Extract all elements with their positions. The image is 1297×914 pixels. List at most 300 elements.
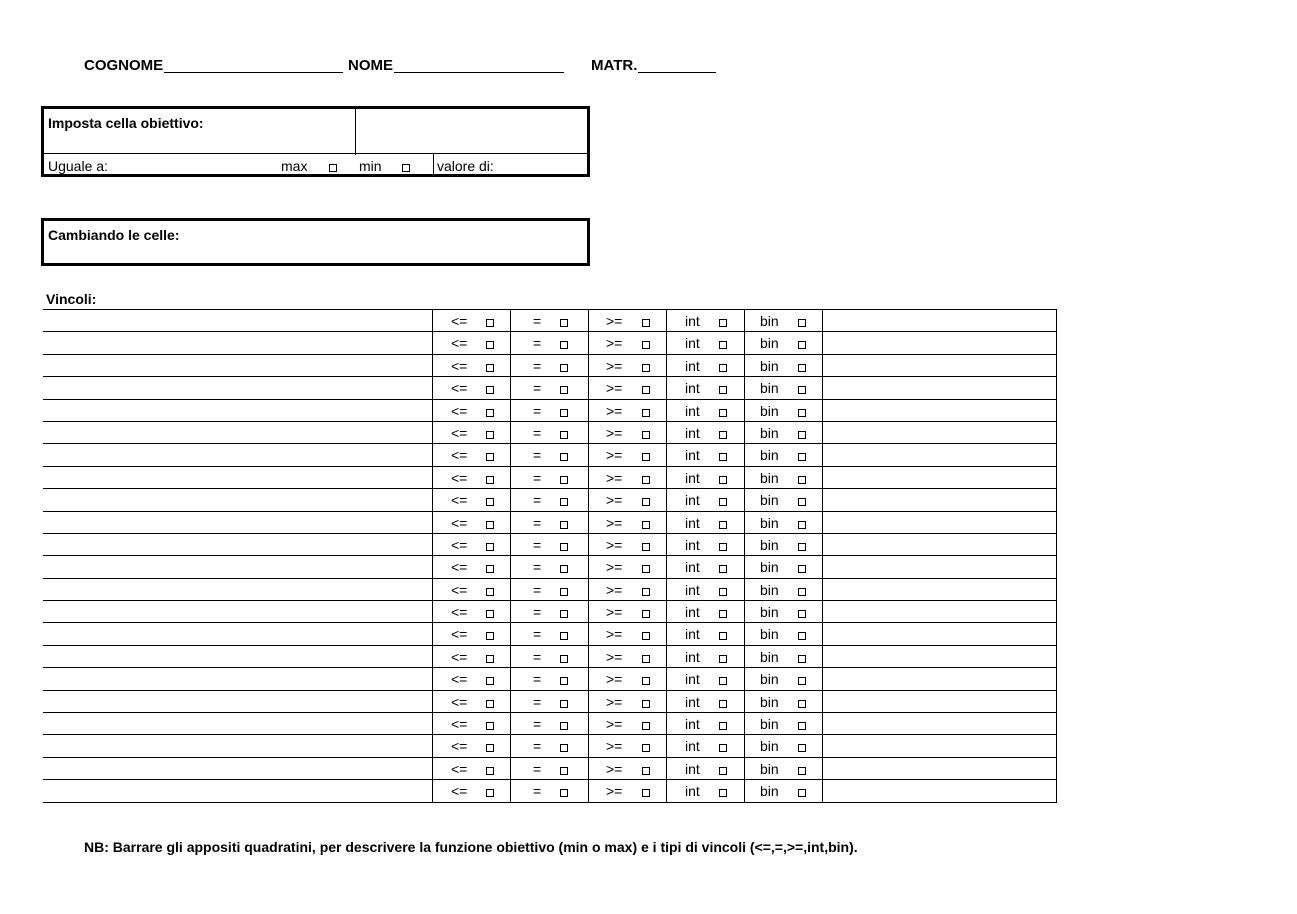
constraint-expression-cell[interactable] (43, 310, 433, 332)
constraint-value-cell[interactable] (823, 533, 1057, 555)
constraint-type-bin-cell (745, 466, 823, 488)
constraint-row (43, 354, 1057, 376)
constraint-type-le-cell (433, 533, 511, 555)
changing-cells-title: Cambiando le celle: (48, 227, 180, 243)
constraint-type-eq-cell (511, 466, 589, 488)
constraint-type-ge-cell (589, 757, 667, 779)
constraint-type-eq-cell (511, 556, 589, 578)
constraint-type-ge-cell (589, 377, 667, 399)
constraint-value-cell[interactable] (823, 578, 1057, 600)
constraint-type-bin-checkbox[interactable] (798, 431, 806, 439)
constraint-type-le-checkbox[interactable] (486, 431, 494, 439)
constraint-type-bin-checkbox[interactable] (798, 722, 806, 730)
constraint-type-bin-checkbox[interactable] (798, 700, 806, 708)
constraint-type-ge-checkbox[interactable] (642, 431, 650, 439)
constraint-row (43, 444, 1057, 466)
constraint-expression-cell[interactable] (43, 645, 433, 667)
constraint-type-bin-checkbox[interactable] (798, 409, 806, 417)
constraint-type-eq-label: = (533, 492, 542, 509)
constraint-type-eq-cell (511, 444, 589, 466)
constraint-type-bin-cell (745, 556, 823, 578)
constraint-type-int-checkbox[interactable] (719, 409, 727, 417)
constraint-type-bin-cell (745, 399, 823, 421)
constraint-type-eq-checkbox[interactable] (560, 565, 568, 573)
constraint-type-ge-label: >= (606, 604, 623, 621)
constraint-type-eq-checkbox[interactable] (560, 386, 568, 394)
constraint-value-cell[interactable] (823, 310, 1057, 332)
constraint-type-ge-checkbox[interactable] (642, 409, 650, 417)
constraint-type-bin-cell (745, 332, 823, 354)
max-checkbox[interactable] (329, 164, 337, 172)
constraint-expression-cell[interactable] (43, 511, 433, 533)
constraint-type-int-checkbox[interactable] (719, 453, 727, 461)
constraint-type-int-checkbox[interactable] (719, 431, 727, 439)
constraint-type-le-checkbox[interactable] (486, 319, 494, 327)
constraint-type-le-checkbox[interactable] (486, 789, 494, 797)
constraint-type-bin-checkbox[interactable] (798, 789, 806, 797)
constraint-type-le-checkbox[interactable] (486, 498, 494, 506)
constraint-type-le-cell (433, 511, 511, 533)
constraint-type-eq-checkbox[interactable] (560, 521, 568, 529)
constraint-type-eq-checkbox[interactable] (560, 722, 568, 730)
constraint-type-bin-cell (745, 735, 823, 757)
constraint-type-le-label: <= (451, 716, 468, 733)
constraint-type-bin-cell (745, 421, 823, 443)
constraint-type-bin-checkbox[interactable] (798, 767, 806, 775)
constraint-value-cell[interactable] (823, 623, 1057, 645)
constraint-type-bin-label: bin (760, 671, 779, 688)
objective-title: Imposta cella obiettivo: (48, 115, 204, 131)
constraint-type-le-checkbox[interactable] (486, 521, 494, 529)
constraint-expression-cell[interactable] (43, 735, 433, 757)
constraint-type-int-cell (667, 310, 745, 332)
constraint-type-eq-cell (511, 690, 589, 712)
constraint-expression-cell[interactable] (43, 757, 433, 779)
constraint-row (43, 735, 1057, 757)
constraint-type-int-checkbox[interactable] (719, 565, 727, 573)
constraint-type-ge-checkbox[interactable] (642, 498, 650, 506)
constraint-type-ge-checkbox[interactable] (642, 722, 650, 730)
min-label: min (359, 158, 382, 174)
constraint-type-le-label: <= (451, 536, 468, 553)
constraint-type-eq-checkbox[interactable] (560, 789, 568, 797)
constraint-type-le-checkbox[interactable] (486, 543, 494, 551)
min-checkbox[interactable] (402, 164, 410, 172)
constraint-type-le-label: <= (451, 671, 468, 688)
constraint-type-eq-label: = (533, 469, 542, 486)
constraint-expression-cell[interactable] (43, 466, 433, 488)
constraint-type-bin-checkbox[interactable] (798, 565, 806, 573)
constraint-type-le-cell (433, 578, 511, 600)
constraint-type-int-checkbox[interactable] (719, 588, 727, 596)
constraint-type-int-cell (667, 601, 745, 623)
constraint-type-le-label: <= (451, 492, 468, 509)
constraint-type-bin-cell (745, 533, 823, 555)
constraint-type-int-checkbox[interactable] (719, 476, 727, 484)
constraint-expression-cell[interactable] (43, 444, 433, 466)
constraint-type-eq-label: = (533, 313, 542, 329)
constraint-type-eq-cell (511, 735, 589, 757)
constraint-type-bin-cell (745, 489, 823, 511)
constraint-type-ge-checkbox[interactable] (642, 341, 650, 349)
max-label: max (281, 158, 308, 174)
constraint-type-eq-checkbox[interactable] (560, 655, 568, 663)
constraint-type-int-cell (667, 466, 745, 488)
equal-label: Uguale a: (48, 158, 108, 174)
constraint-type-bin-checkbox[interactable] (798, 319, 806, 327)
constraint-type-ge-checkbox[interactable] (642, 632, 650, 640)
constraint-type-eq-label: = (533, 671, 542, 688)
constraint-type-ge-checkbox[interactable] (642, 588, 650, 596)
constraint-type-le-checkbox[interactable] (486, 655, 494, 663)
constraint-type-le-checkbox[interactable] (486, 588, 494, 596)
constraint-type-eq-checkbox[interactable] (560, 610, 568, 618)
constraint-type-bin-label: bin (760, 514, 779, 531)
constraint-type-bin-label: bin (760, 760, 779, 777)
constraint-type-int-checkbox[interactable] (719, 610, 727, 618)
constraint-expression-cell[interactable] (43, 690, 433, 712)
constraint-type-int-checkbox[interactable] (719, 655, 727, 663)
constraint-type-eq-label: = (533, 559, 542, 576)
constraint-type-ge-label: >= (606, 581, 623, 598)
constraint-type-eq-checkbox[interactable] (560, 588, 568, 596)
constraint-type-int-label: int (685, 581, 700, 598)
changing-cells-box (41, 218, 590, 266)
constraint-type-bin-label: bin (760, 357, 779, 374)
constraint-expression-cell[interactable] (43, 354, 433, 376)
constraint-type-ge-checkbox[interactable] (642, 700, 650, 708)
constraint-type-eq-checkbox[interactable] (560, 476, 568, 484)
constraint-type-ge-checkbox[interactable] (642, 744, 650, 752)
constraint-value-cell[interactable] (823, 780, 1057, 802)
objective-box (41, 106, 590, 177)
constraint-type-eq-cell (511, 399, 589, 421)
constraint-type-ge-checkbox[interactable] (642, 364, 650, 372)
constraint-expression-cell[interactable] (43, 623, 433, 645)
constraint-type-ge-checkbox[interactable] (642, 767, 650, 775)
constraint-type-le-label: <= (451, 648, 468, 665)
constraint-type-eq-checkbox[interactable] (560, 744, 568, 752)
constraint-type-ge-cell (589, 533, 667, 555)
constraint-type-eq-checkbox[interactable] (560, 543, 568, 551)
constraint-type-eq-cell (511, 511, 589, 533)
constraint-type-int-cell (667, 780, 745, 802)
constraint-type-eq-cell (511, 623, 589, 645)
constraint-expression-cell[interactable] (43, 713, 433, 735)
constraint-type-ge-label: >= (606, 514, 623, 531)
constraint-value-cell[interactable] (823, 466, 1057, 488)
constraint-type-int-label: int (685, 671, 700, 688)
constraint-expression-cell[interactable] (43, 780, 433, 802)
constraint-type-bin-checkbox[interactable] (798, 498, 806, 506)
constraint-type-bin-cell (745, 377, 823, 399)
constraint-type-le-cell (433, 489, 511, 511)
constraint-type-ge-checkbox[interactable] (642, 677, 650, 685)
constraint-type-ge-checkbox[interactable] (642, 476, 650, 484)
constraint-type-bin-checkbox[interactable] (798, 543, 806, 551)
cognome-field[interactable] (164, 72, 343, 73)
constraint-type-ge-checkbox[interactable] (642, 386, 650, 394)
constraint-type-ge-checkbox[interactable] (642, 543, 650, 551)
constraint-type-le-label: <= (451, 604, 468, 621)
constraint-type-int-label: int (685, 783, 700, 800)
constraint-type-eq-label: = (533, 581, 542, 598)
constraint-type-int-cell (667, 489, 745, 511)
constraint-type-ge-cell (589, 601, 667, 623)
constraint-type-le-cell (433, 623, 511, 645)
constraint-type-ge-label: >= (606, 536, 623, 553)
constraint-type-ge-cell (589, 310, 667, 332)
constraint-type-le-cell (433, 601, 511, 623)
constraint-type-bin-checkbox[interactable] (798, 453, 806, 461)
constraint-type-eq-label: = (533, 604, 542, 621)
constraint-type-eq-label: = (533, 357, 542, 374)
constraint-type-int-checkbox[interactable] (719, 521, 727, 529)
constraint-type-eq-checkbox[interactable] (560, 498, 568, 506)
constraint-type-int-label: int (685, 357, 700, 374)
constraint-type-int-checkbox[interactable] (719, 789, 727, 797)
constraint-type-int-cell (667, 578, 745, 600)
constraint-type-int-label: int (685, 604, 700, 621)
constraint-type-int-label: int (685, 402, 700, 419)
constraint-type-int-checkbox[interactable] (719, 364, 727, 372)
constraint-type-le-cell (433, 780, 511, 802)
constraint-type-bin-label: bin (760, 424, 779, 441)
constraint-expression-cell[interactable] (43, 556, 433, 578)
constraint-type-ge-cell (589, 645, 667, 667)
cognome-label: COGNOME (84, 57, 164, 74)
constraint-type-eq-checkbox[interactable] (560, 632, 568, 640)
constraint-type-ge-checkbox[interactable] (642, 521, 650, 529)
constraint-row (43, 780, 1057, 802)
constraint-type-ge-label: >= (606, 335, 623, 352)
constraint-type-ge-label: >= (606, 648, 623, 665)
constraint-value-cell[interactable] (823, 713, 1057, 735)
constraint-value-cell[interactable] (823, 511, 1057, 533)
constraint-type-eq-checkbox[interactable] (560, 431, 568, 439)
constraint-type-le-cell (433, 444, 511, 466)
constraint-expression-cell[interactable] (43, 332, 433, 354)
constraint-type-bin-label: bin (760, 536, 779, 553)
constraint-type-le-label: <= (451, 738, 468, 755)
constraint-type-int-checkbox[interactable] (719, 386, 727, 394)
constraint-type-ge-checkbox[interactable] (642, 655, 650, 663)
constraint-type-le-checkbox[interactable] (486, 700, 494, 708)
constraint-type-int-cell (667, 690, 745, 712)
constraint-type-le-checkbox[interactable] (486, 744, 494, 752)
constraint-type-le-checkbox[interactable] (486, 722, 494, 730)
constraint-type-eq-cell (511, 645, 589, 667)
constraint-type-int-cell (667, 713, 745, 735)
constraint-type-bin-cell (745, 757, 823, 779)
constraint-type-int-label: int (685, 738, 700, 755)
constraint-type-ge-label: >= (606, 693, 623, 710)
constraint-expression-cell[interactable] (43, 668, 433, 690)
constraint-type-eq-checkbox[interactable] (560, 767, 568, 775)
constraint-type-le-checkbox[interactable] (486, 364, 494, 372)
constraint-type-bin-checkbox[interactable] (798, 744, 806, 752)
constraint-type-int-checkbox[interactable] (719, 632, 727, 640)
constraint-type-le-label: <= (451, 514, 468, 531)
constraint-type-int-checkbox[interactable] (719, 767, 727, 775)
constraint-type-ge-checkbox[interactable] (642, 565, 650, 573)
constraint-type-ge-checkbox[interactable] (642, 610, 650, 618)
constraint-type-bin-label: bin (760, 716, 779, 733)
constraint-type-int-cell (667, 757, 745, 779)
constraint-type-int-cell (667, 377, 745, 399)
constraint-type-bin-cell (745, 668, 823, 690)
constraint-type-int-cell (667, 623, 745, 645)
constraint-expression-cell[interactable] (43, 377, 433, 399)
constraint-type-ge-checkbox[interactable] (642, 319, 650, 327)
constraint-type-ge-cell (589, 690, 667, 712)
constraint-value-cell[interactable] (823, 645, 1057, 667)
constraint-type-bin-checkbox[interactable] (798, 364, 806, 372)
constraint-expression-cell[interactable] (43, 399, 433, 421)
constraint-type-int-checkbox[interactable] (719, 722, 727, 730)
constraint-type-int-label: int (685, 447, 700, 464)
constraint-type-int-cell (667, 533, 745, 555)
constraint-type-ge-label: >= (606, 469, 623, 486)
constraint-value-cell[interactable] (823, 757, 1057, 779)
constraint-type-eq-label: = (533, 626, 542, 643)
constraint-expression-cell[interactable] (43, 489, 433, 511)
constraint-type-eq-cell (511, 713, 589, 735)
constraint-type-int-checkbox[interactable] (719, 677, 727, 685)
constraint-type-bin-cell (745, 780, 823, 802)
constraint-type-ge-cell (589, 354, 667, 376)
constraint-type-bin-label: bin (760, 492, 779, 509)
constraint-type-eq-cell (511, 601, 589, 623)
constraint-type-le-checkbox[interactable] (486, 476, 494, 484)
constraint-type-eq-checkbox[interactable] (560, 341, 568, 349)
constraint-type-eq-checkbox[interactable] (560, 364, 568, 372)
constraint-type-ge-checkbox[interactable] (642, 453, 650, 461)
constraint-type-le-checkbox[interactable] (486, 341, 494, 349)
constraint-type-int-checkbox[interactable] (719, 744, 727, 752)
constraint-type-int-label: int (685, 492, 700, 509)
constraint-type-eq-checkbox[interactable] (560, 453, 568, 461)
constraint-type-ge-label: >= (606, 783, 623, 800)
constraint-type-ge-cell (589, 556, 667, 578)
constraint-type-bin-cell (745, 444, 823, 466)
constraint-type-bin-checkbox[interactable] (798, 632, 806, 640)
constraint-type-le-cell (433, 735, 511, 757)
constraint-type-int-checkbox[interactable] (719, 341, 727, 349)
constraint-value-cell[interactable] (823, 354, 1057, 376)
constraint-value-cell[interactable] (823, 735, 1057, 757)
constraint-type-ge-label: >= (606, 313, 623, 329)
constraint-type-bin-label: bin (760, 335, 779, 352)
constraint-type-bin-checkbox[interactable] (798, 655, 806, 663)
constraint-type-ge-checkbox[interactable] (642, 789, 650, 797)
constraint-value-cell[interactable] (823, 489, 1057, 511)
constraint-type-le-label: <= (451, 357, 468, 374)
constraint-type-le-cell (433, 757, 511, 779)
constraint-type-int-label: int (685, 536, 700, 553)
constraint-row (43, 399, 1057, 421)
constraint-type-bin-checkbox[interactable] (798, 476, 806, 484)
constraint-value-cell[interactable] (823, 668, 1057, 690)
constraint-type-bin-checkbox[interactable] (798, 521, 806, 529)
constraint-type-le-checkbox[interactable] (486, 677, 494, 685)
constraint-expression-cell[interactable] (43, 601, 433, 623)
constraint-type-le-label: <= (451, 783, 468, 800)
constraint-type-int-label: int (685, 469, 700, 486)
constraint-type-le-checkbox[interactable] (486, 409, 494, 417)
constraint-type-le-checkbox[interactable] (486, 386, 494, 394)
constraint-type-bin-checkbox[interactable] (798, 386, 806, 394)
matr-label: MATR. (591, 57, 638, 74)
constraint-type-int-checkbox[interactable] (719, 498, 727, 506)
constraint-type-bin-checkbox[interactable] (798, 341, 806, 349)
constraint-type-int-checkbox[interactable] (719, 543, 727, 551)
constraint-type-int-cell (667, 511, 745, 533)
constraint-type-eq-label: = (533, 447, 542, 464)
constraint-expression-cell[interactable] (43, 578, 433, 600)
constraint-type-eq-cell (511, 377, 589, 399)
constraint-type-le-cell (433, 466, 511, 488)
constraint-type-eq-checkbox[interactable] (560, 409, 568, 417)
constraint-value-cell[interactable] (823, 444, 1057, 466)
constraint-type-le-cell (433, 310, 511, 332)
constraint-type-ge-label: >= (606, 380, 623, 397)
constraint-type-int-cell (667, 556, 745, 578)
constraint-type-int-label: int (685, 424, 700, 441)
matr-field[interactable] (638, 72, 716, 73)
constraint-type-le-checkbox[interactable] (486, 453, 494, 461)
constraint-type-int-cell (667, 421, 745, 443)
constraint-type-eq-checkbox[interactable] (560, 319, 568, 327)
constraint-value-cell[interactable] (823, 421, 1057, 443)
constraint-type-le-checkbox[interactable] (486, 610, 494, 618)
constraint-type-ge-label: >= (606, 357, 623, 374)
constraint-type-le-label: <= (451, 447, 468, 464)
constraint-type-ge-cell (589, 511, 667, 533)
constraint-type-bin-checkbox[interactable] (798, 677, 806, 685)
nome-field[interactable] (394, 72, 564, 73)
constraint-type-le-checkbox[interactable] (486, 565, 494, 573)
constraint-value-cell[interactable] (823, 399, 1057, 421)
constraint-row (43, 511, 1057, 533)
constraint-type-le-checkbox[interactable] (486, 767, 494, 775)
constraint-type-int-checkbox[interactable] (719, 700, 727, 708)
constraint-type-le-checkbox[interactable] (486, 632, 494, 640)
constraint-value-cell[interactable] (823, 377, 1057, 399)
constraint-expression-cell[interactable] (43, 533, 433, 555)
constraint-expression-cell[interactable] (43, 421, 433, 443)
constraint-type-ge-label: >= (606, 626, 623, 643)
constraint-type-eq-checkbox[interactable] (560, 677, 568, 685)
constraint-type-bin-cell (745, 623, 823, 645)
constraint-type-bin-checkbox[interactable] (798, 610, 806, 618)
constraint-value-cell[interactable] (823, 690, 1057, 712)
constraint-type-eq-checkbox[interactable] (560, 700, 568, 708)
constraint-type-ge-cell (589, 668, 667, 690)
constraint-value-cell[interactable] (823, 601, 1057, 623)
constraint-value-cell[interactable] (823, 332, 1057, 354)
constraint-type-int-checkbox[interactable] (719, 319, 727, 327)
constraint-type-bin-label: bin (760, 626, 779, 643)
constraint-type-bin-cell (745, 713, 823, 735)
constraint-value-cell[interactable] (823, 556, 1057, 578)
constraint-type-le-label: <= (451, 380, 468, 397)
constraint-row (43, 489, 1057, 511)
constraint-type-le-cell (433, 354, 511, 376)
constraint-type-bin-checkbox[interactable] (798, 588, 806, 596)
constraint-type-le-cell (433, 377, 511, 399)
constraint-type-ge-label: >= (606, 738, 623, 755)
